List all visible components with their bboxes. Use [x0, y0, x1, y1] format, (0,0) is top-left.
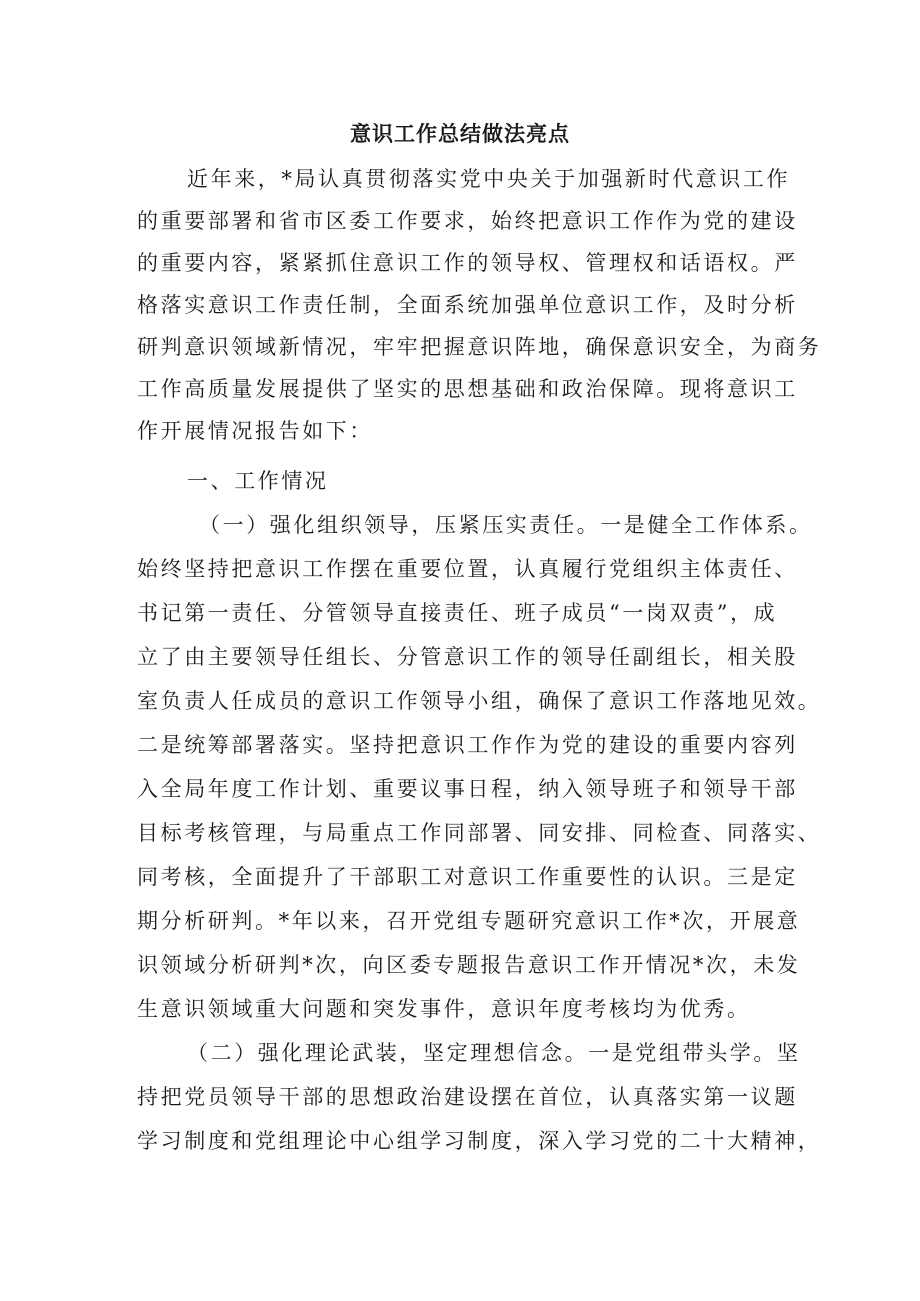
paragraph-line: 室负责人任成员的意识工作领导小组，确保了意识工作落地见效。 — [137, 689, 822, 713]
paragraph-line: 的重要部署和省市区委工作要求，始终把意识工作作为党的建设 — [137, 209, 798, 233]
paragraph-line: 学习制度和党组理论中心组学习制度，深入学习党的二十大精神， — [137, 1129, 822, 1153]
paragraph-line: 期分析研判。*年以来，召开党组专题研究意识工作*次，开展意 — [137, 909, 801, 933]
paragraph-line: 作开展情况报告如下： — [137, 419, 373, 443]
paragraph-line: 工作高质量发展提供了坚实的思想基础和政治保障。现将意识工 — [137, 377, 798, 401]
paragraph-line: 近年来，*局认真贯彻落实党中央关于加强新时代意识工作 — [187, 167, 791, 191]
paragraph-line: 研判意识领域新情况，牢牢把握意识阵地，确保意识安全，为商务 — [137, 335, 822, 359]
paragraph-line: （一）强化组织领导，压紧压实责任。一是健全工作体系。 — [199, 513, 813, 537]
paragraph-line: 识领域分析研判*次，向区委专题报告意识工作开情况*次，未发 — [137, 953, 801, 977]
document-title: 意识工作总结做法亮点 — [350, 121, 570, 146]
paragraph-line: 生意识领域重大问题和突发事件，意识年度考核均为优秀。 — [137, 997, 751, 1021]
paragraph-line: 立了由主要领导任组长、分管意识工作的领导任副组长，相关股 — [137, 645, 798, 669]
paragraph-line: 格落实意识工作责任制，全面系统加强单位意识工作，及时分析 — [137, 293, 798, 317]
paragraph-line: 入全局年度工作计划、重要议事日程，纳入领导班子和领导干部 — [137, 777, 798, 801]
paragraph-line: 持把党员领导干部的思想政治建设摆在首位，认真落实第一议题 — [137, 1085, 798, 1109]
paragraph-line: 书记第一责任、分管领导直接责任、班子成员“一岗双责”，成 — [137, 601, 778, 625]
paragraph-line: （二）强化理论武装，坚定理想信念。一是党组带头学。坚 — [187, 1041, 801, 1065]
paragraph-line: 始终坚持把意识工作摆在重要位置，认真履行党组织主体责任、 — [137, 557, 798, 581]
section-heading: 一、工作情况 — [187, 469, 329, 493]
paragraph-line: 二是统筹部署落实。坚持把意识工作作为党的建设的重要内容列 — [137, 733, 798, 757]
paragraph-line: 同考核，全面提升了干部职工对意识工作重要性的认识。三是定 — [137, 865, 798, 889]
paragraph-line: 目标考核管理，与局重点工作同部署、同安排、同检查、同落实、 — [137, 821, 822, 845]
paragraph-line: 的重要内容，紧紧抓住意识工作的领导权、管理权和话语权。严 — [137, 251, 798, 275]
